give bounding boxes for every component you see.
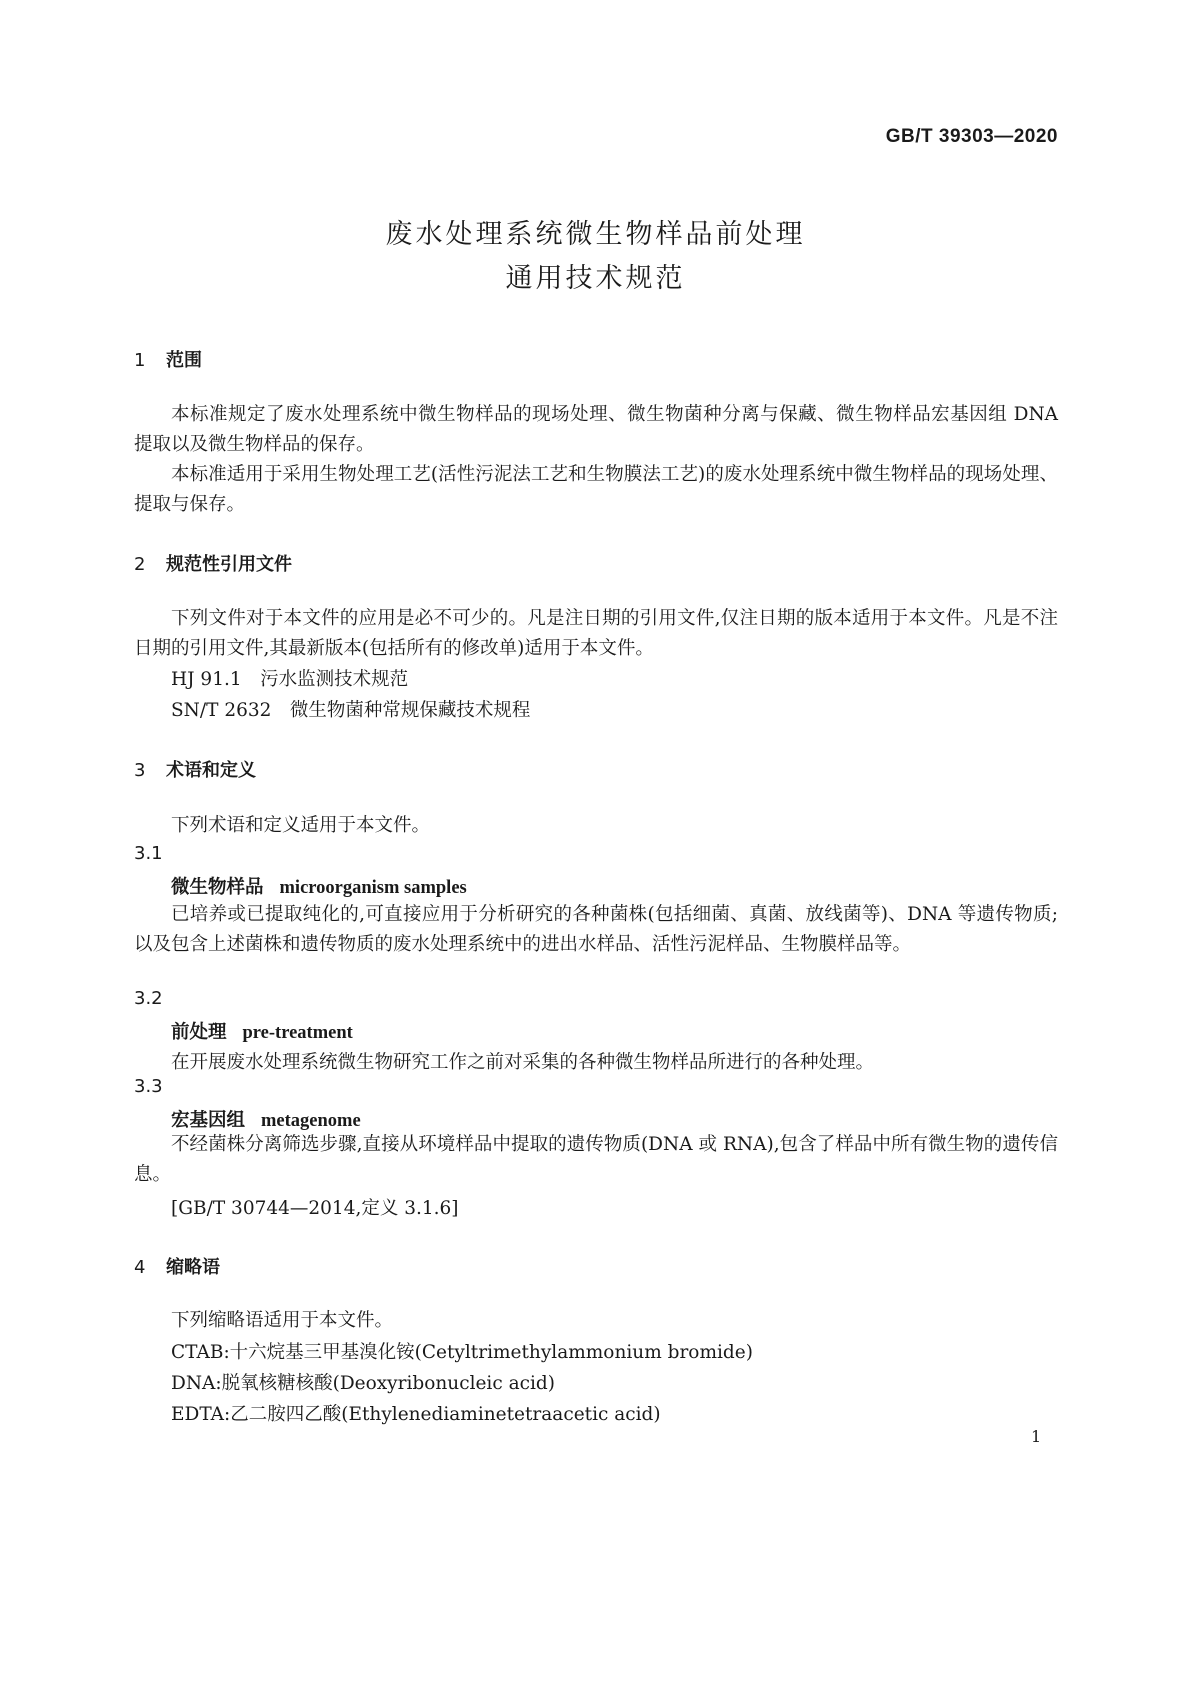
term-zh: 宏基因组 [171,1110,246,1131]
reference-item: SN/T 2632 微生物菌种常规保藏技术规程 [171,700,531,721]
term-heading [171,1106,361,1132]
intro-text: 下列缩略语适用于本文件。 [171,1310,394,1331]
section-title: 术语和定义 [166,760,256,781]
abbreviation-item: CTAB:十六烷基三甲基溴化铵(Cetyltrimethylammonium bromide) [171,1342,753,1363]
term-definition: 不经菌株分离筛选步骤,直接从环境样品中提取的遗传物质(DNA 或 RNA),包含了样品中所有微生物的遗传信息。 [134,1134,1058,1185]
abbreviation-item: DNA:脱氧核糖核酸(Deoxyribonucleic acid) [171,1373,555,1394]
standard-number: GB/T 39303—2020 [885,126,1058,147]
term-en: metagenome [261,1111,361,1131]
term-en: microorganism samples [279,878,467,898]
term-en: pre-treatment [242,1023,353,1043]
section-number: 3 [134,760,146,781]
term-definition: 已培养或已提取纯化的,可直接应用于分析研究的各种菌株(包括细菌、真菌、放线菌等)、DNA 等遗传物质;以及包含上述菌株和遗传物质的废水处理系统中的进出水样品、活性污泥样品、生物膜样品等。 [134,904,1058,955]
term-zh: 前处理 [171,1022,227,1043]
term-number: 3.1 [134,843,163,864]
section-3-heading [134,756,256,782]
term-heading [171,1018,353,1044]
reference-item: HJ 91.1 污水监测技术规范 [171,669,409,690]
section-number: 4 [134,1257,146,1278]
section-2-heading [134,550,292,576]
page-number: 1 [1031,1427,1042,1446]
section-number: 2 [134,554,146,575]
term-zh: 微生物样品 [171,877,264,898]
term-definition: 在开展废水处理系统微生物研究工作之前对采集的各种微生物样品所进行的各种处理。 [171,1052,875,1073]
term-heading [171,873,467,899]
term-number: 3.3 [134,1076,163,1097]
section-1-heading [134,346,202,372]
abbreviation-item: EDTA:乙二胺四乙酸(Ethylenediaminetetraacetic acid) [171,1404,661,1425]
paragraph: 本标准规定了废水处理系统中微生物样品的现场处理、微生物菌种分离与保藏、微生物样品宏基因组 DNA 提取以及微生物样品的保存。 [134,404,1058,455]
paragraph: 本标准适用于采用生物处理工艺(活性污泥法工艺和生物膜法工艺)的废水处理系统中微生物样品的现场处理、提取与保存。 [134,464,1058,515]
term-number: 3.2 [134,988,163,1009]
term-source: [GB/T 30744—2014,定义 3.1.6] [171,1198,459,1219]
section-number: 1 [134,350,146,371]
paragraph: 下列文件对于本文件的应用是必不可少的。凡是注日期的引用文件,仅注日期的版本适用于本文件。凡是不注日期的引用文件,其最新版本(包括所有的修改单)适用于本文件。 [134,608,1058,659]
intro-text: 下列术语和定义适用于本文件。 [171,815,431,836]
section-title: 缩略语 [166,1257,220,1278]
document-title-line2: 通用技术规范 [505,263,686,294]
section-title: 范围 [166,350,202,371]
section-title: 规范性引用文件 [166,554,292,575]
document-title-line1: 废水处理系统微生物样品前处理 [385,219,806,250]
section-4-heading [134,1253,220,1279]
